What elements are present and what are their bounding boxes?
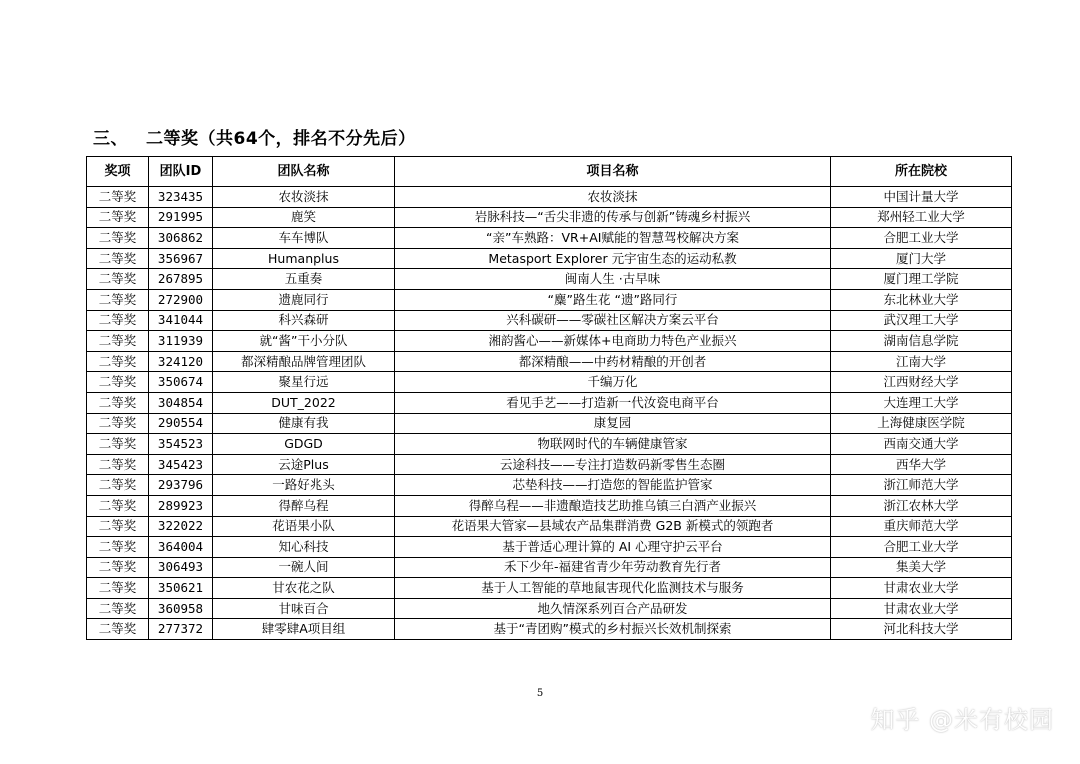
- cell-school: 厦门理工学院: [831, 269, 1012, 290]
- cell-award: 二等奖: [87, 598, 149, 619]
- table-row: [87, 228, 1012, 249]
- cell-project-name: 基于普适心理计算的 AI 心理守护云平台: [395, 537, 831, 558]
- table-row: [87, 516, 1012, 537]
- cell-team-id: 322022: [149, 516, 213, 537]
- cell-team-id: 311939: [149, 331, 213, 352]
- cell-school: 甘肃农业大学: [831, 578, 1012, 599]
- cell-award: 二等奖: [87, 495, 149, 516]
- cell-school: 合肥工业大学: [831, 537, 1012, 558]
- table-row: [87, 269, 1012, 290]
- cell-school: 厦门大学: [831, 248, 1012, 269]
- cell-school: 中国计量大学: [831, 187, 1012, 208]
- cell-school: 甘肃农业大学: [831, 598, 1012, 619]
- table-row: [87, 207, 1012, 228]
- cell-project-name: 湘韵酱心——新媒体+电商助力特色产业振兴: [395, 331, 831, 352]
- cell-team-name: 五重奏: [213, 269, 395, 290]
- cell-team-id: 354523: [149, 434, 213, 455]
- cell-project-name: 闽南人生 ·古早味: [395, 269, 831, 290]
- table-body: [87, 187, 1012, 640]
- cell-project-name: 物联网时代的车辆健康管家: [395, 434, 831, 455]
- table-row: [87, 187, 1012, 208]
- cell-team-id: 290554: [149, 413, 213, 434]
- cell-award: 二等奖: [87, 434, 149, 455]
- cell-project-name: 都深精酿——中药材精酿的开创者: [395, 351, 831, 372]
- cell-project-name: 农妆淡抹: [395, 187, 831, 208]
- table-row: [87, 475, 1012, 496]
- cell-team-name: 一碗人间: [213, 557, 395, 578]
- cell-team-id: 350674: [149, 372, 213, 393]
- cell-team-name: 甘味百合: [213, 598, 395, 619]
- cell-team-name: 就“酱”干小分队: [213, 331, 395, 352]
- cell-project-name: 康复园: [395, 413, 831, 434]
- cell-team-id: 289923: [149, 495, 213, 516]
- cell-project-name: 看见手艺——打造新一代汝瓷电商平台: [395, 392, 831, 413]
- cell-team-name: 肆零肆A项目组: [213, 619, 395, 640]
- cell-project-name: 禾下少年-福建省青少年劳动教育先行者: [395, 557, 831, 578]
- cell-team-id: 341044: [149, 310, 213, 331]
- cell-school: 西华大学: [831, 454, 1012, 475]
- cell-school: 武汉理工大学: [831, 310, 1012, 331]
- cell-project-name: “麋”路生花 “遗”路同行: [395, 289, 831, 310]
- cell-team-name: 鹿笑: [213, 207, 395, 228]
- cell-team-name: 聚星行远: [213, 372, 395, 393]
- cell-school: 东北林业大学: [831, 289, 1012, 310]
- cell-school: 郑州轻工业大学: [831, 207, 1012, 228]
- cell-award: 二等奖: [87, 187, 149, 208]
- cell-team-name: 车车博队: [213, 228, 395, 249]
- cell-team-name: 花语果小队: [213, 516, 395, 537]
- cell-team-id: 277372: [149, 619, 213, 640]
- cell-award: 二等奖: [87, 331, 149, 352]
- section-title: 二等奖（共64个，排名不分先后）: [146, 129, 416, 149]
- cell-project-name: 云途科技——专注打造数码新零售生态圈: [395, 454, 831, 475]
- cell-award: 二等奖: [87, 269, 149, 290]
- cell-project-name: 岩脉科技—“舌尖非遗的传承与创新”铸魂乡村振兴: [395, 207, 831, 228]
- cell-school: 集美大学: [831, 557, 1012, 578]
- cell-project-name: 花语果大管家—县域农产品集群消费 G2B 新模式的领跑者: [395, 516, 831, 537]
- table-header-row: [87, 157, 1012, 187]
- table-row: [87, 331, 1012, 352]
- table-row: [87, 537, 1012, 558]
- table-row: [87, 557, 1012, 578]
- cell-school: 江南大学: [831, 351, 1012, 372]
- cell-team-name: DUT_2022: [213, 392, 395, 413]
- table-row: [87, 372, 1012, 393]
- cell-award: 二等奖: [87, 454, 149, 475]
- award-table: [86, 156, 1012, 640]
- cell-project-name: 地久情深系列百合产品研发: [395, 598, 831, 619]
- cell-award: 二等奖: [87, 248, 149, 269]
- cell-team-name: 甘农花之队: [213, 578, 395, 599]
- header-school: 所在院校: [831, 157, 1012, 187]
- header-project-name: 项目名称: [395, 157, 831, 187]
- cell-award: 二等奖: [87, 351, 149, 372]
- cell-school: 浙江师范大学: [831, 475, 1012, 496]
- cell-team-id: 364004: [149, 537, 213, 558]
- cell-award: 二等奖: [87, 392, 149, 413]
- cell-school: 重庆师范大学: [831, 516, 1012, 537]
- table-row: [87, 310, 1012, 331]
- cell-team-name: 农妆淡抹: [213, 187, 395, 208]
- cell-team-name: Humanplus: [213, 248, 395, 269]
- table-row: [87, 392, 1012, 413]
- table-row: [87, 619, 1012, 640]
- section-heading: [93, 124, 416, 149]
- cell-team-id: 356967: [149, 248, 213, 269]
- cell-project-name: 千编万化: [395, 372, 831, 393]
- cell-team-name: 云途Plus: [213, 454, 395, 475]
- cell-award: 二等奖: [87, 207, 149, 228]
- cell-team-id: 350621: [149, 578, 213, 599]
- section-number: 三、: [93, 129, 128, 149]
- cell-award: 二等奖: [87, 228, 149, 249]
- cell-project-name: 基于人工智能的草地鼠害现代化监测技术与服务: [395, 578, 831, 599]
- cell-award: 二等奖: [87, 516, 149, 537]
- cell-team-id: 267895: [149, 269, 213, 290]
- cell-team-id: 293796: [149, 475, 213, 496]
- table-row: [87, 578, 1012, 599]
- cell-project-name: 芯垫科技——打造您的智能监护管家: [395, 475, 831, 496]
- cell-award: 二等奖: [87, 537, 149, 558]
- page-number: 5: [536, 688, 544, 699]
- cell-team-name: 得醉乌程: [213, 495, 395, 516]
- cell-project-name: 得醉乌程——非遗酿造技艺助推乌镇三白酒产业振兴: [395, 495, 831, 516]
- cell-team-name: 遗鹿同行: [213, 289, 395, 310]
- cell-school: 河北科技大学: [831, 619, 1012, 640]
- cell-project-name: 兴科碳研——零碳社区解决方案云平台: [395, 310, 831, 331]
- cell-team-name: GDGD: [213, 434, 395, 455]
- header-award: 奖项: [87, 157, 149, 187]
- cell-team-id: 345423: [149, 454, 213, 475]
- cell-team-name: 一路好兆头: [213, 475, 395, 496]
- watermark: 知乎 @米有校园: [870, 706, 1054, 734]
- cell-award: 二等奖: [87, 289, 149, 310]
- cell-award: 二等奖: [87, 475, 149, 496]
- cell-project-name: Metasport Explorer 元宇宙生态的运动私教: [395, 248, 831, 269]
- cell-team-name: 科兴森研: [213, 310, 395, 331]
- cell-award: 二等奖: [87, 372, 149, 393]
- table-row: [87, 413, 1012, 434]
- cell-project-name: “亲”车熟路：VR+AI赋能的智慧驾校解决方案: [395, 228, 831, 249]
- table-row: [87, 495, 1012, 516]
- cell-team-id: 360958: [149, 598, 213, 619]
- cell-award: 二等奖: [87, 413, 149, 434]
- cell-school: 西南交通大学: [831, 434, 1012, 455]
- header-team-id: 团队ID: [149, 157, 213, 187]
- cell-team-id: 323435: [149, 187, 213, 208]
- cell-school: 大连理工大学: [831, 392, 1012, 413]
- cell-award: 二等奖: [87, 619, 149, 640]
- cell-project-name: 基于“青团购”模式的乡村振兴长效机制探索: [395, 619, 831, 640]
- cell-school: 江西财经大学: [831, 372, 1012, 393]
- cell-team-id: 272900: [149, 289, 213, 310]
- table-row: [87, 598, 1012, 619]
- cell-school: 合肥工业大学: [831, 228, 1012, 249]
- table-row: [87, 289, 1012, 310]
- table-row: [87, 434, 1012, 455]
- table-row: [87, 248, 1012, 269]
- cell-team-name: 健康有我: [213, 413, 395, 434]
- cell-school: 浙江农林大学: [831, 495, 1012, 516]
- cell-team-id: 306493: [149, 557, 213, 578]
- header-team-name: 团队名称: [213, 157, 395, 187]
- cell-team-id: 324120: [149, 351, 213, 372]
- cell-team-id: 306862: [149, 228, 213, 249]
- cell-award: 二等奖: [87, 557, 149, 578]
- cell-school: 湖南信息学院: [831, 331, 1012, 352]
- cell-team-name: 知心科技: [213, 537, 395, 558]
- cell-team-name: 都深精酿品牌管理团队: [213, 351, 395, 372]
- table-row: [87, 351, 1012, 372]
- cell-award: 二等奖: [87, 310, 149, 331]
- cell-award: 二等奖: [87, 578, 149, 599]
- table-row: [87, 454, 1012, 475]
- cell-team-id: 291995: [149, 207, 213, 228]
- cell-team-id: 304854: [149, 392, 213, 413]
- cell-school: 上海健康医学院: [831, 413, 1012, 434]
